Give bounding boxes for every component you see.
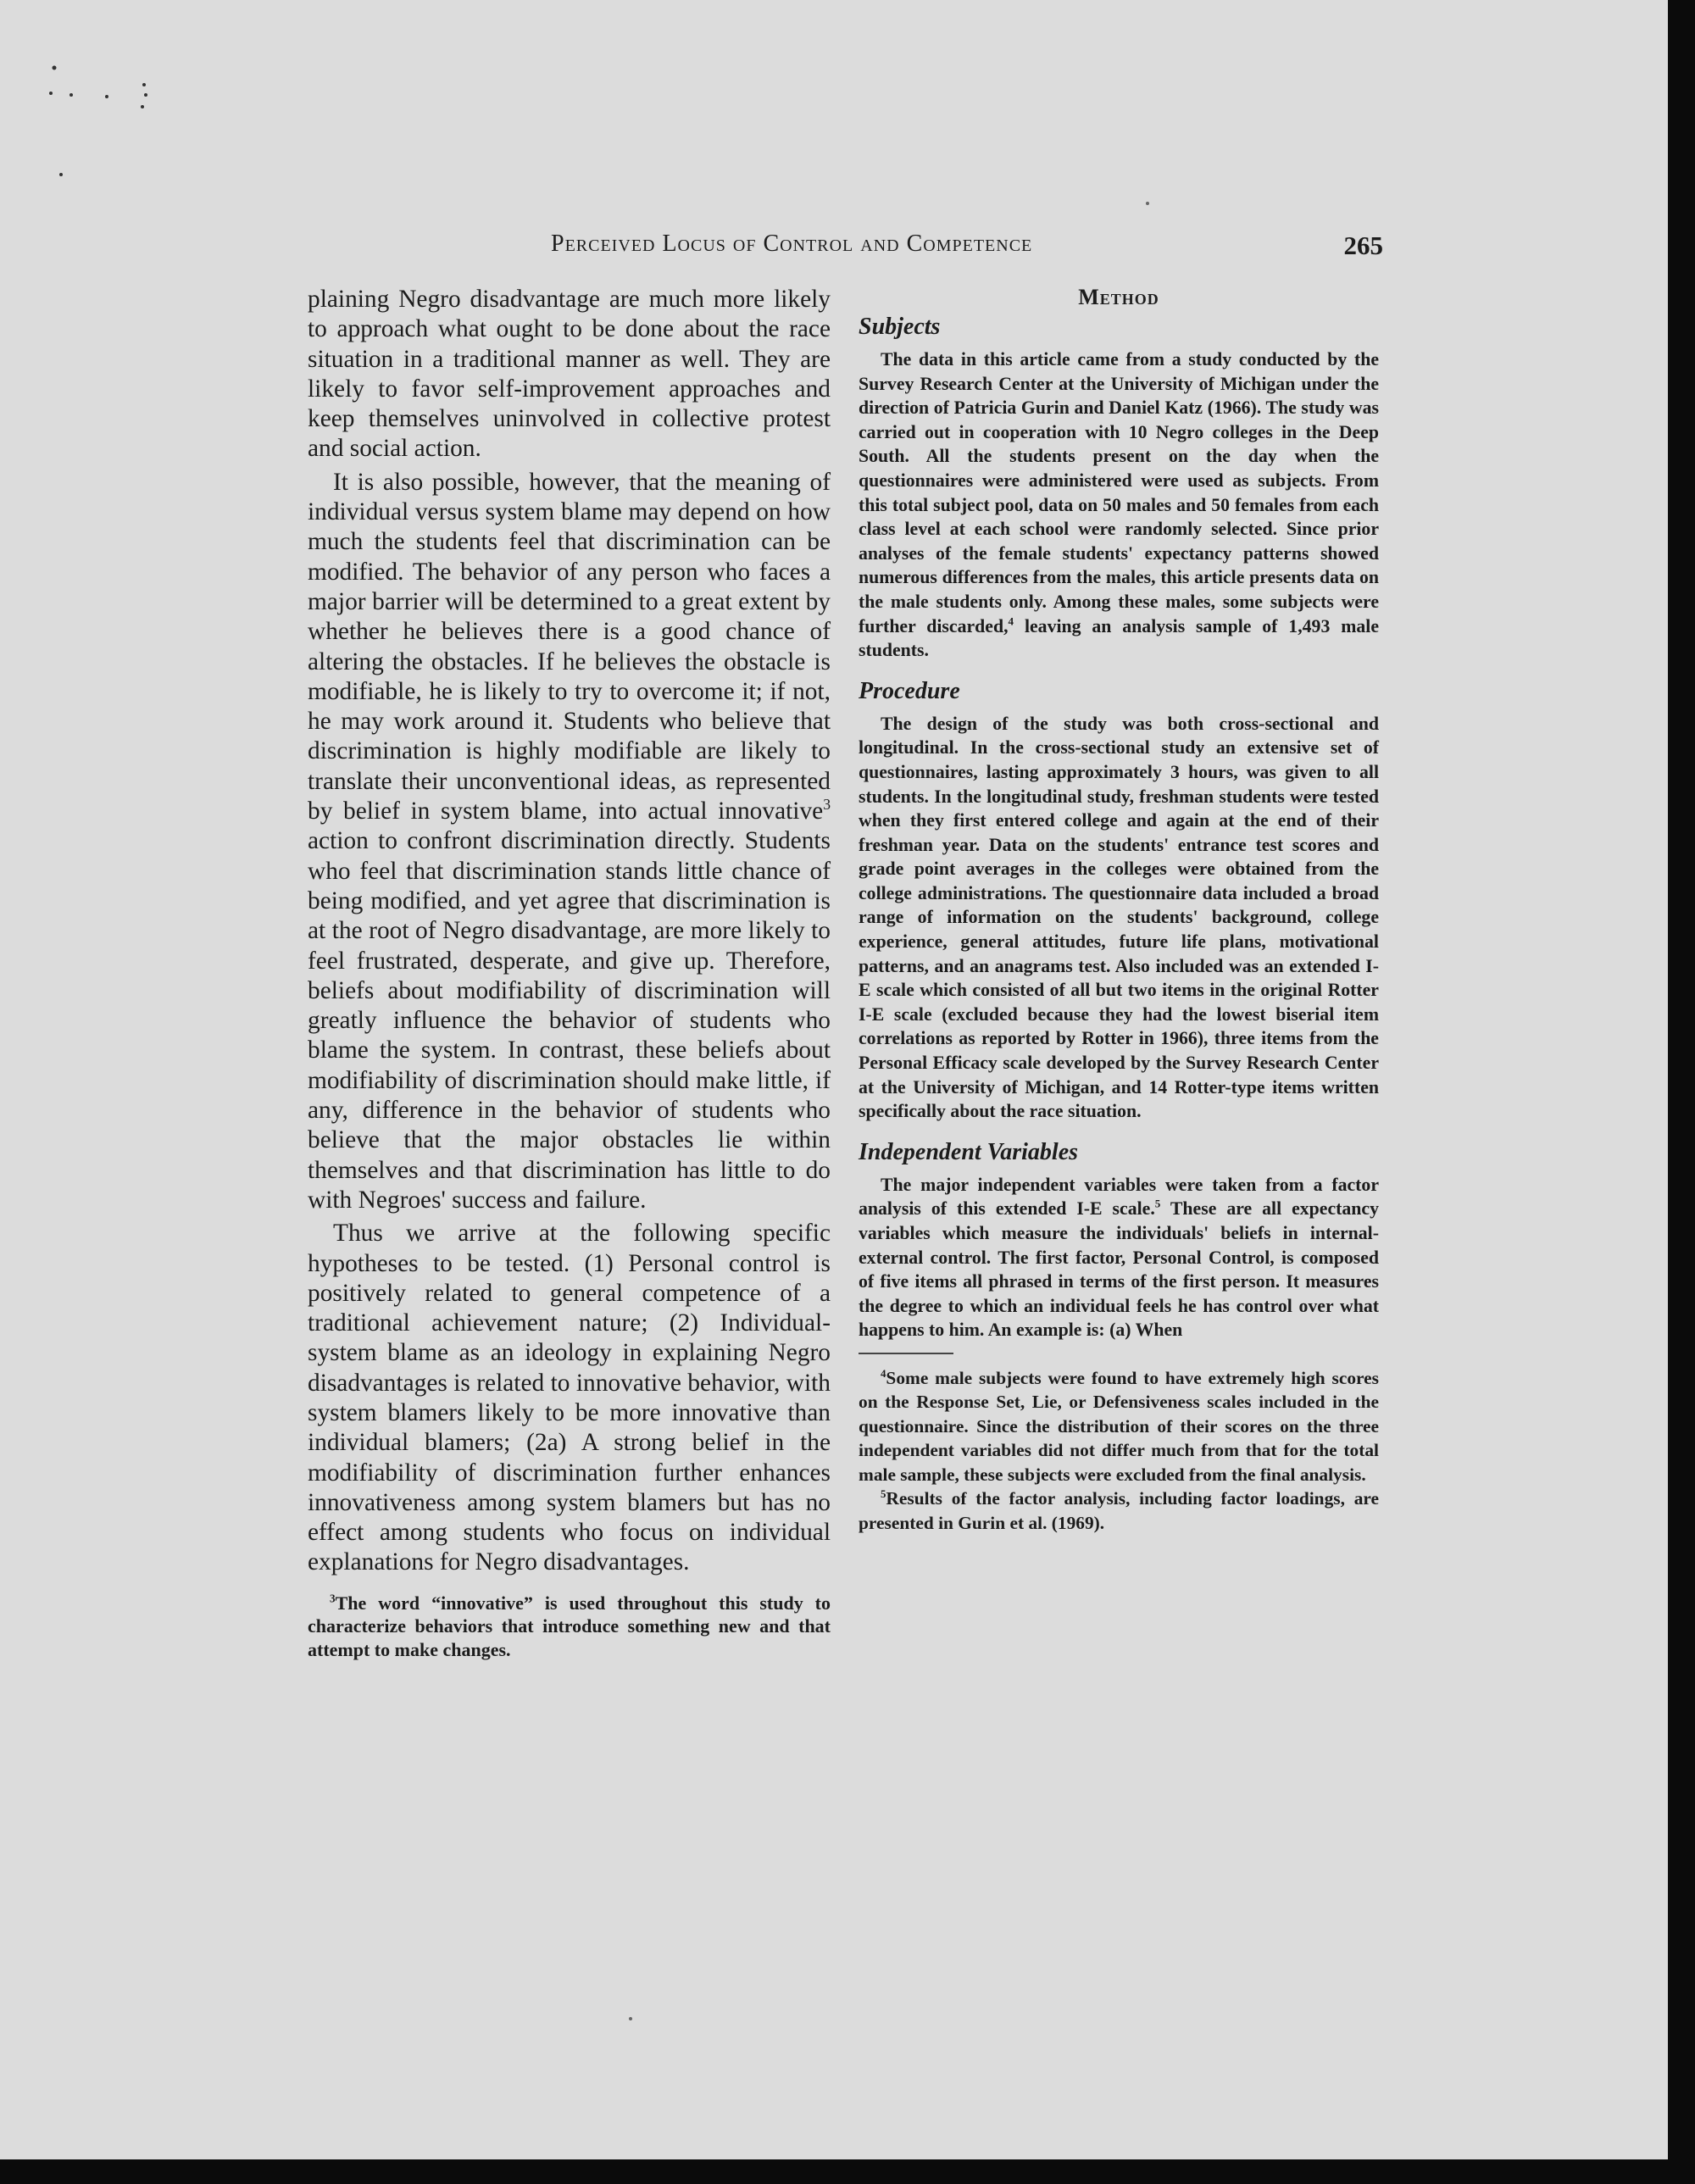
footnote-ref-3: 3 [823, 796, 831, 814]
procedure-paragraph: The design of the study was both cross-sectional and longitudinal. In the cross-sectional study an extensive set of questionnaires, lasting approximately 3 hours, was given to all students. In the longitudinal study, freshman students were tested when they first entered college and again at the end of their freshman year. Data on the students' entrance test scores and grade point averages in the colleges were obtained from the college administrations. The questionnaire data included a broad range of information on the students' background, college experience, general attitudes, future life plans, motivational patterns, and an anagrams test. Also included was an extended I-E scale which consisted of all but two items in the original Rotter I-E scale (excluded because they had the lowest biserial item correlations as reported by Rotter in 1966), three items from the Personal Efficacy scale developed by the Survey Research Center at the University of Michigan, and 14 Rotter-type items written specifically about the race situation. [859, 713, 1379, 1122]
running-head [0, 231, 1383, 264]
section-heading-method: Method [1078, 285, 1159, 309]
footnote-ref-5: 5 [1154, 1198, 1161, 1211]
scan-dot [629, 2017, 632, 2020]
subjects-text-b: leaving an analysis sample of 1,493 male students. [859, 615, 1379, 661]
iv-text-a: The major independent variables were taken from a factor analysis of this extended I-E scale. [859, 1174, 1379, 1220]
footnote-5-marker: 5 [881, 1488, 886, 1501]
independent-variables-paragraph [859, 1173, 1379, 1342]
subheading-procedure: Procedure [859, 677, 960, 704]
left-paragraph-1: plaining Negro disadvantage are much more likely to approach what ought to be done about the race situation in a traditional manner as well. They are likely to favor self-improvement approaches and keep themselves uninvolved in collective protest and social action. [308, 286, 831, 463]
footnote-3-text: The word “innovative” is used throughout this study to characterize behaviors that introduce something new and that attempt to make changes. [308, 1592, 831, 1660]
subheading-independent-variables: Independent Variables [859, 1138, 1079, 1165]
footnote-rule [859, 1353, 953, 1354]
subheading-subjects: Subjects [859, 314, 941, 340]
subjects-paragraph [859, 347, 1379, 663]
right-column [859, 285, 1379, 1535]
footnote-5 [859, 1487, 1379, 1535]
left-paragraph-2 [308, 468, 831, 1215]
left-column [308, 285, 831, 1661]
footnote-ref-4: 4 [1008, 614, 1014, 628]
running-title: Perceived Locus of Control and Competence [551, 231, 1033, 257]
footnote-5-text: Results of the factor analysis, including factor loadings, are presented in Gurin et al. (1969). [859, 1488, 1379, 1533]
left-paragraph-3: Thus we arrive at the following specific hypotheses to be tested. (1) Personal control is positively related to general competence of a traditional achievement nature; (2) Individual-system blame as an ideology in explaining Negro disadvantages is related to innovative behavior, with system blamers likely to be more innovative than individual blamers; (2a) A strong belief in the modifiability of discrimination further enhances innovativeness among system blamers but has no effect among students who focus on individual explanations for Negro disadvantages. [308, 1220, 831, 1576]
footnote-3 [308, 1592, 831, 1662]
scan-specks [0, 0, 186, 203]
subjects-text-a: The data in this article came from a study conducted by the Survey Research Center at the University of Michigan under the direction of Patricia Gurin and Daniel Katz (1966). The study was carried out in cooperation with 10 Negro colleges in the Deep South. All the students present on the day when the questionnaires were administered were used as subjects. From this total subject pool, data on 50 males and 50 females from each class level at each school were randomly selected. Since prior analyses of the female students' expectancy patterns showed numerous differences from the males, this article presents data on the male students only. Among these males, some subjects were further discarded, [859, 349, 1379, 636]
footnote-4-text: Some male subjects were found to have extremely high scores on the Response Set, Lie, or Defensiveness scales included in the questionnaire. Since the distribution of their scores on the three independent variables did not differ much from that for the total male sample, these subjects were excluded from the final analysis. [859, 1367, 1379, 1485]
footnote-4-marker: 4 [881, 1367, 886, 1380]
left-paragraph-2-cont: action to confront discrimination directly. Students who feel that discrimination stands little chance of being modified, and yet agree that discrimination is at the root of Negro disadvantage, are more likely to feel frustrated, desperate, and give up. Therefore, beliefs about modifiability of discrimination will greatly influence the behavior of students who blame the system. In contrast, these beliefs about modifiability of discrimination should make little, if any, difference in the behavior of students who believe that the major obstacles lie within themselves and that discrimination has little to do with Negroes' success and failure. [308, 827, 831, 1214]
iv-text-b: These are all expectancy variables which measure the individuals' beliefs in internal-external control. The first factor, Personal Control, is composed of five items all phrased in terms of the first person. It measures the degree to which an individual feels he has control over what happens to him. An example is: (a) When [859, 1198, 1379, 1341]
footnote-4 [859, 1366, 1379, 1487]
page-number: 265 [1343, 231, 1383, 260]
scan-dot [1146, 202, 1149, 205]
footnote-3-marker: 3 [330, 1592, 336, 1605]
left-paragraph-2-text: It is also possible, however, that the meaning of individual versus system blame may depend on how much the students feel that discrimination can be modified. The behavior of any person who faces a major barrier will be determined to a great extent by whether he believes there is a good chance of altering the obstacles. If he believes the obstacle is modifiable, he is likely to try to overcome it; if not, he may work around it. Students who believe that discrimination is highly modifiable are likely to translate their unconventional ideas, as represented by belief in system blame, into actual innovative [308, 468, 831, 825]
